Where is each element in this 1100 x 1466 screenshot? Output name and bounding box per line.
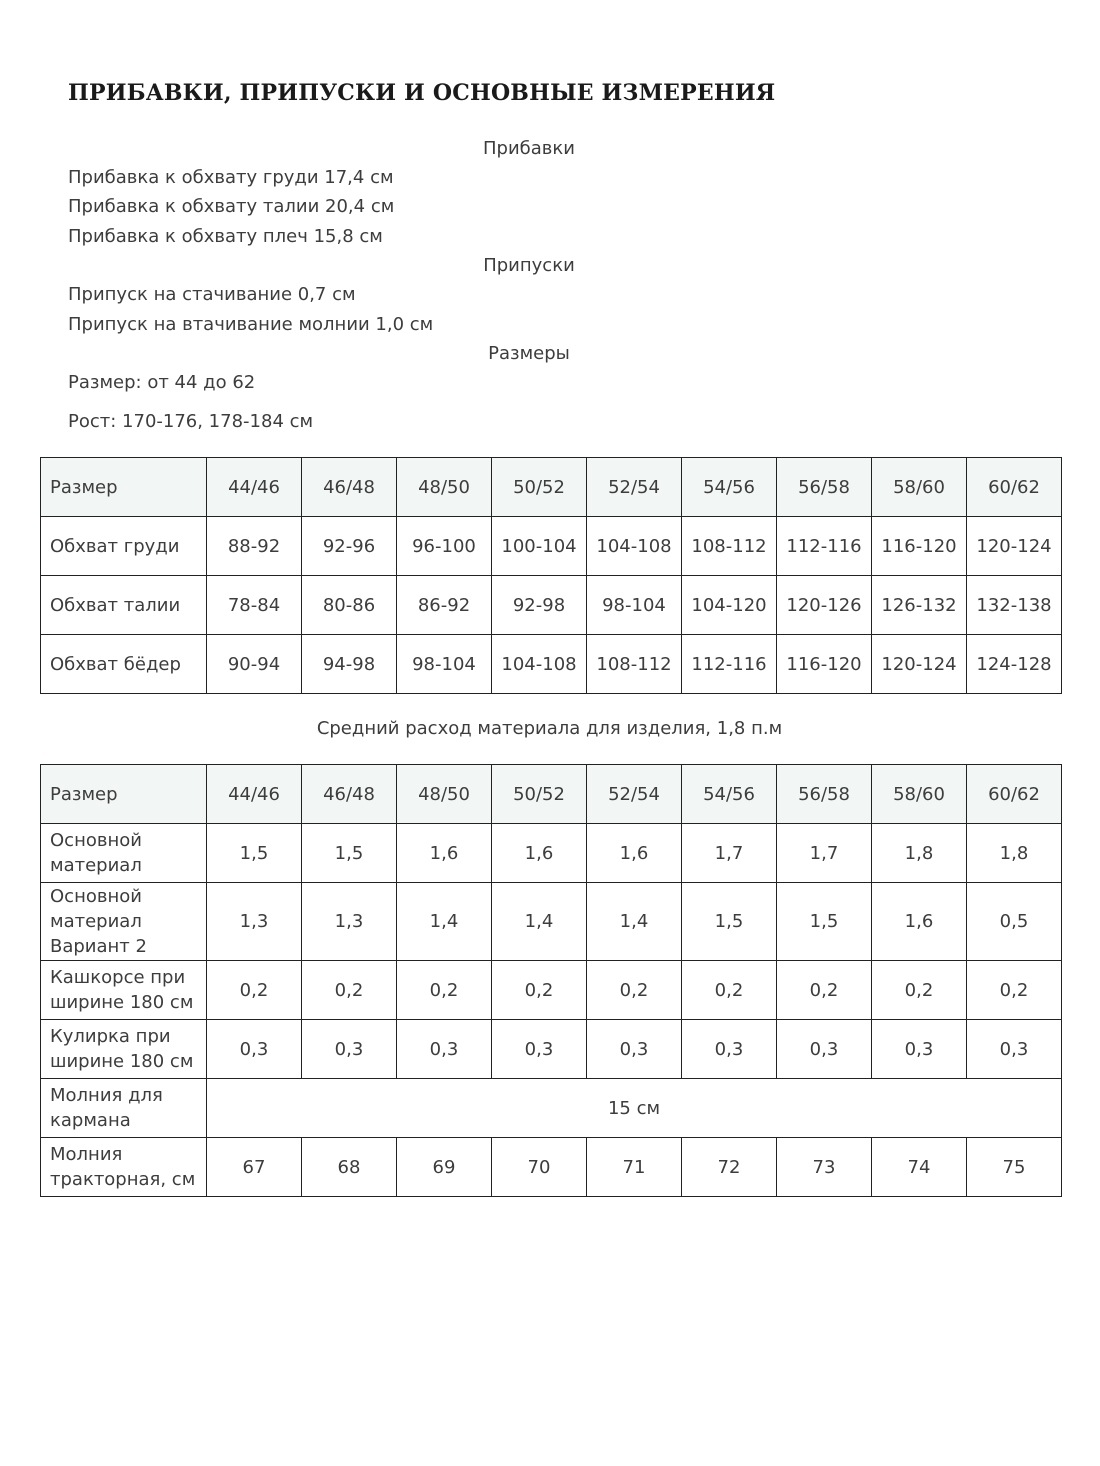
value-cell: 1,5: [302, 824, 397, 883]
value-cell: 1,5: [682, 883, 777, 961]
value-cell: 92-96: [302, 517, 397, 576]
size-header-cell: 44/46: [207, 458, 302, 517]
value-cell: 98-104: [587, 576, 682, 635]
value-cell: 0,2: [682, 961, 777, 1020]
value-cell: 80-86: [302, 576, 397, 635]
size-header-cell: 46/48: [302, 765, 397, 824]
value-cell: 112-116: [777, 517, 872, 576]
size-header-cell: 60/62: [967, 765, 1062, 824]
size-header-cell: 50/52: [492, 458, 587, 517]
value-cell: 1,7: [777, 824, 872, 883]
merged-value-cell: 15 см: [207, 1079, 1062, 1138]
value-cell: 67: [207, 1138, 302, 1197]
size-header-cell: 52/54: [587, 458, 682, 517]
row-label-line: материал: [50, 855, 142, 876]
table-row: [41, 576, 1062, 635]
size-header-cell: 44/46: [207, 765, 302, 824]
value-cell: 88-92: [207, 517, 302, 576]
row-label-cell: [41, 1138, 207, 1197]
row-label-cell: [41, 883, 207, 961]
allowances-heading: Прибавки: [483, 138, 575, 159]
value-cell: 0,2: [207, 961, 302, 1020]
value-cell: 104-108: [587, 517, 682, 576]
value-cell: 1,3: [207, 883, 302, 961]
value-cell: 73: [777, 1138, 872, 1197]
value-cell: 0,3: [967, 1020, 1062, 1079]
value-cell: 0,5: [967, 883, 1062, 961]
size-header-cell: 54/56: [682, 458, 777, 517]
row-label-line: Молния: [50, 1144, 123, 1165]
table-header-row: [41, 765, 1062, 824]
value-cell: 68: [302, 1138, 397, 1197]
row-label-line: Молния для: [50, 1085, 163, 1106]
row-label-line: Основной: [50, 830, 142, 851]
value-cell: 132-138: [967, 576, 1062, 635]
header-label-cell: Размер: [41, 765, 207, 824]
consumption-caption: Средний расход материала для изделия, 1,8 п.м: [316, 718, 783, 739]
value-cell: 94-98: [302, 635, 397, 694]
size-header-cell: 56/58: [777, 765, 872, 824]
value-cell: 0,2: [302, 961, 397, 1020]
value-cell: 108-112: [587, 635, 682, 694]
value-cell: 120-124: [967, 517, 1062, 576]
size-header-cell: 52/54: [587, 765, 682, 824]
value-cell: 124-128: [967, 635, 1062, 694]
value-cell: 78-84: [207, 576, 302, 635]
row-label-line: тракторная, см: [50, 1169, 196, 1190]
row-label-cell: Обхват талии: [41, 576, 207, 635]
seam-allowance-zipper: Припуск на втачивание молнии 1,0 см: [68, 314, 434, 335]
value-cell: 0,3: [492, 1020, 587, 1079]
value-cell: 1,5: [207, 824, 302, 883]
value-cell: 126-132: [872, 576, 967, 635]
value-cell: 120-124: [872, 635, 967, 694]
size-header-cell: 58/60: [872, 765, 967, 824]
value-cell: 104-120: [682, 576, 777, 635]
table-header-row: [41, 458, 1062, 517]
value-cell: 0,3: [207, 1020, 302, 1079]
row-label-cell: Обхват бёдер: [41, 635, 207, 694]
value-cell: 100-104: [492, 517, 587, 576]
measurements-table: [40, 457, 1062, 694]
value-cell: 0,2: [777, 961, 872, 1020]
value-cell: 0,2: [587, 961, 682, 1020]
height-range: Рост: 170-176, 178-184 см: [68, 411, 314, 432]
value-cell: 1,3: [302, 883, 397, 961]
value-cell: 1,6: [872, 883, 967, 961]
row-label-line: ширине 180 см: [50, 1051, 194, 1072]
allowance-chest: Прибавка к обхвату груди 17,4 см: [68, 167, 394, 188]
size-header-cell: 58/60: [872, 458, 967, 517]
value-cell: 1,8: [967, 824, 1062, 883]
value-cell: 96-100: [397, 517, 492, 576]
value-cell: 0,3: [777, 1020, 872, 1079]
allowance-shoulders: Прибавка к обхвату плеч 15,8 см: [68, 226, 383, 247]
value-cell: 120-126: [777, 576, 872, 635]
value-cell: 116-120: [872, 517, 967, 576]
header-label-cell: Размер: [41, 458, 207, 517]
row-label-line: ширине 180 см: [50, 992, 194, 1013]
table-row: [41, 1138, 1062, 1197]
table-row: [41, 1020, 1062, 1079]
value-cell: 0,3: [587, 1020, 682, 1079]
value-cell: 1,6: [587, 824, 682, 883]
row-label-line: Кулирка при: [50, 1026, 171, 1047]
table-row: [41, 517, 1062, 576]
size-header-cell: 50/52: [492, 765, 587, 824]
value-cell: 112-116: [682, 635, 777, 694]
value-cell: 1,6: [492, 824, 587, 883]
value-cell: 69: [397, 1138, 492, 1197]
value-cell: 0,2: [967, 961, 1062, 1020]
value-cell: 71: [587, 1138, 682, 1197]
size-header-cell: 54/56: [682, 765, 777, 824]
seam-allowances-heading: Припуски: [483, 255, 575, 276]
value-cell: 108-112: [682, 517, 777, 576]
value-cell: 72: [682, 1138, 777, 1197]
table-row: [41, 824, 1062, 883]
sizes-heading: Размеры: [488, 343, 570, 364]
row-label-line: Кашкорсе при: [50, 967, 186, 988]
allowance-waist: Прибавка к обхвату талии 20,4 см: [68, 196, 395, 217]
value-cell: 75: [967, 1138, 1062, 1197]
value-cell: 116-120: [777, 635, 872, 694]
row-label-line: Основной: [50, 886, 142, 907]
value-cell: 1,6: [397, 824, 492, 883]
row-label-line: Вариант 2: [50, 936, 147, 957]
table-row: [41, 1079, 1062, 1138]
row-label-cell: [41, 961, 207, 1020]
value-cell: 1,4: [492, 883, 587, 961]
row-label-cell: Обхват груди: [41, 517, 207, 576]
row-label-cell: [41, 1079, 207, 1138]
page-title: ПРИБАВКИ, ПРИПУСКИ И ОСНОВНЫЕ ИЗМЕРЕНИЯ: [68, 80, 776, 106]
value-cell: 104-108: [492, 635, 587, 694]
value-cell: 1,7: [682, 824, 777, 883]
value-cell: 1,8: [872, 824, 967, 883]
value-cell: 0,2: [872, 961, 967, 1020]
size-header-cell: 60/62: [967, 458, 1062, 517]
value-cell: 98-104: [397, 635, 492, 694]
size-header-cell: 48/50: [397, 765, 492, 824]
size-header-cell: 48/50: [397, 458, 492, 517]
table-row: [41, 961, 1062, 1020]
value-cell: 92-98: [492, 576, 587, 635]
value-cell: 1,4: [397, 883, 492, 961]
value-cell: 0,3: [872, 1020, 967, 1079]
value-cell: 0,3: [302, 1020, 397, 1079]
seam-allowance-stitching: Припуск на стачивание 0,7 см: [68, 284, 356, 305]
value-cell: 1,4: [587, 883, 682, 961]
value-cell: 1,5: [777, 883, 872, 961]
value-cell: 86-92: [397, 576, 492, 635]
row-label-line: кармана: [50, 1110, 131, 1131]
row-label-cell: [41, 1020, 207, 1079]
size-range: Размер: от 44 до 62: [68, 372, 256, 393]
value-cell: 0,3: [682, 1020, 777, 1079]
value-cell: 70: [492, 1138, 587, 1197]
row-label-line: материал: [50, 911, 142, 932]
table-row: [41, 635, 1062, 694]
value-cell: 0,2: [397, 961, 492, 1020]
value-cell: 0,2: [492, 961, 587, 1020]
value-cell: 90-94: [207, 635, 302, 694]
size-header-cell: 46/48: [302, 458, 397, 517]
size-header-cell: 56/58: [777, 458, 872, 517]
value-cell: 74: [872, 1138, 967, 1197]
row-label-cell: [41, 824, 207, 883]
value-cell: 0,3: [397, 1020, 492, 1079]
consumption-table: [40, 764, 1062, 1197]
table-row: [41, 883, 1062, 961]
